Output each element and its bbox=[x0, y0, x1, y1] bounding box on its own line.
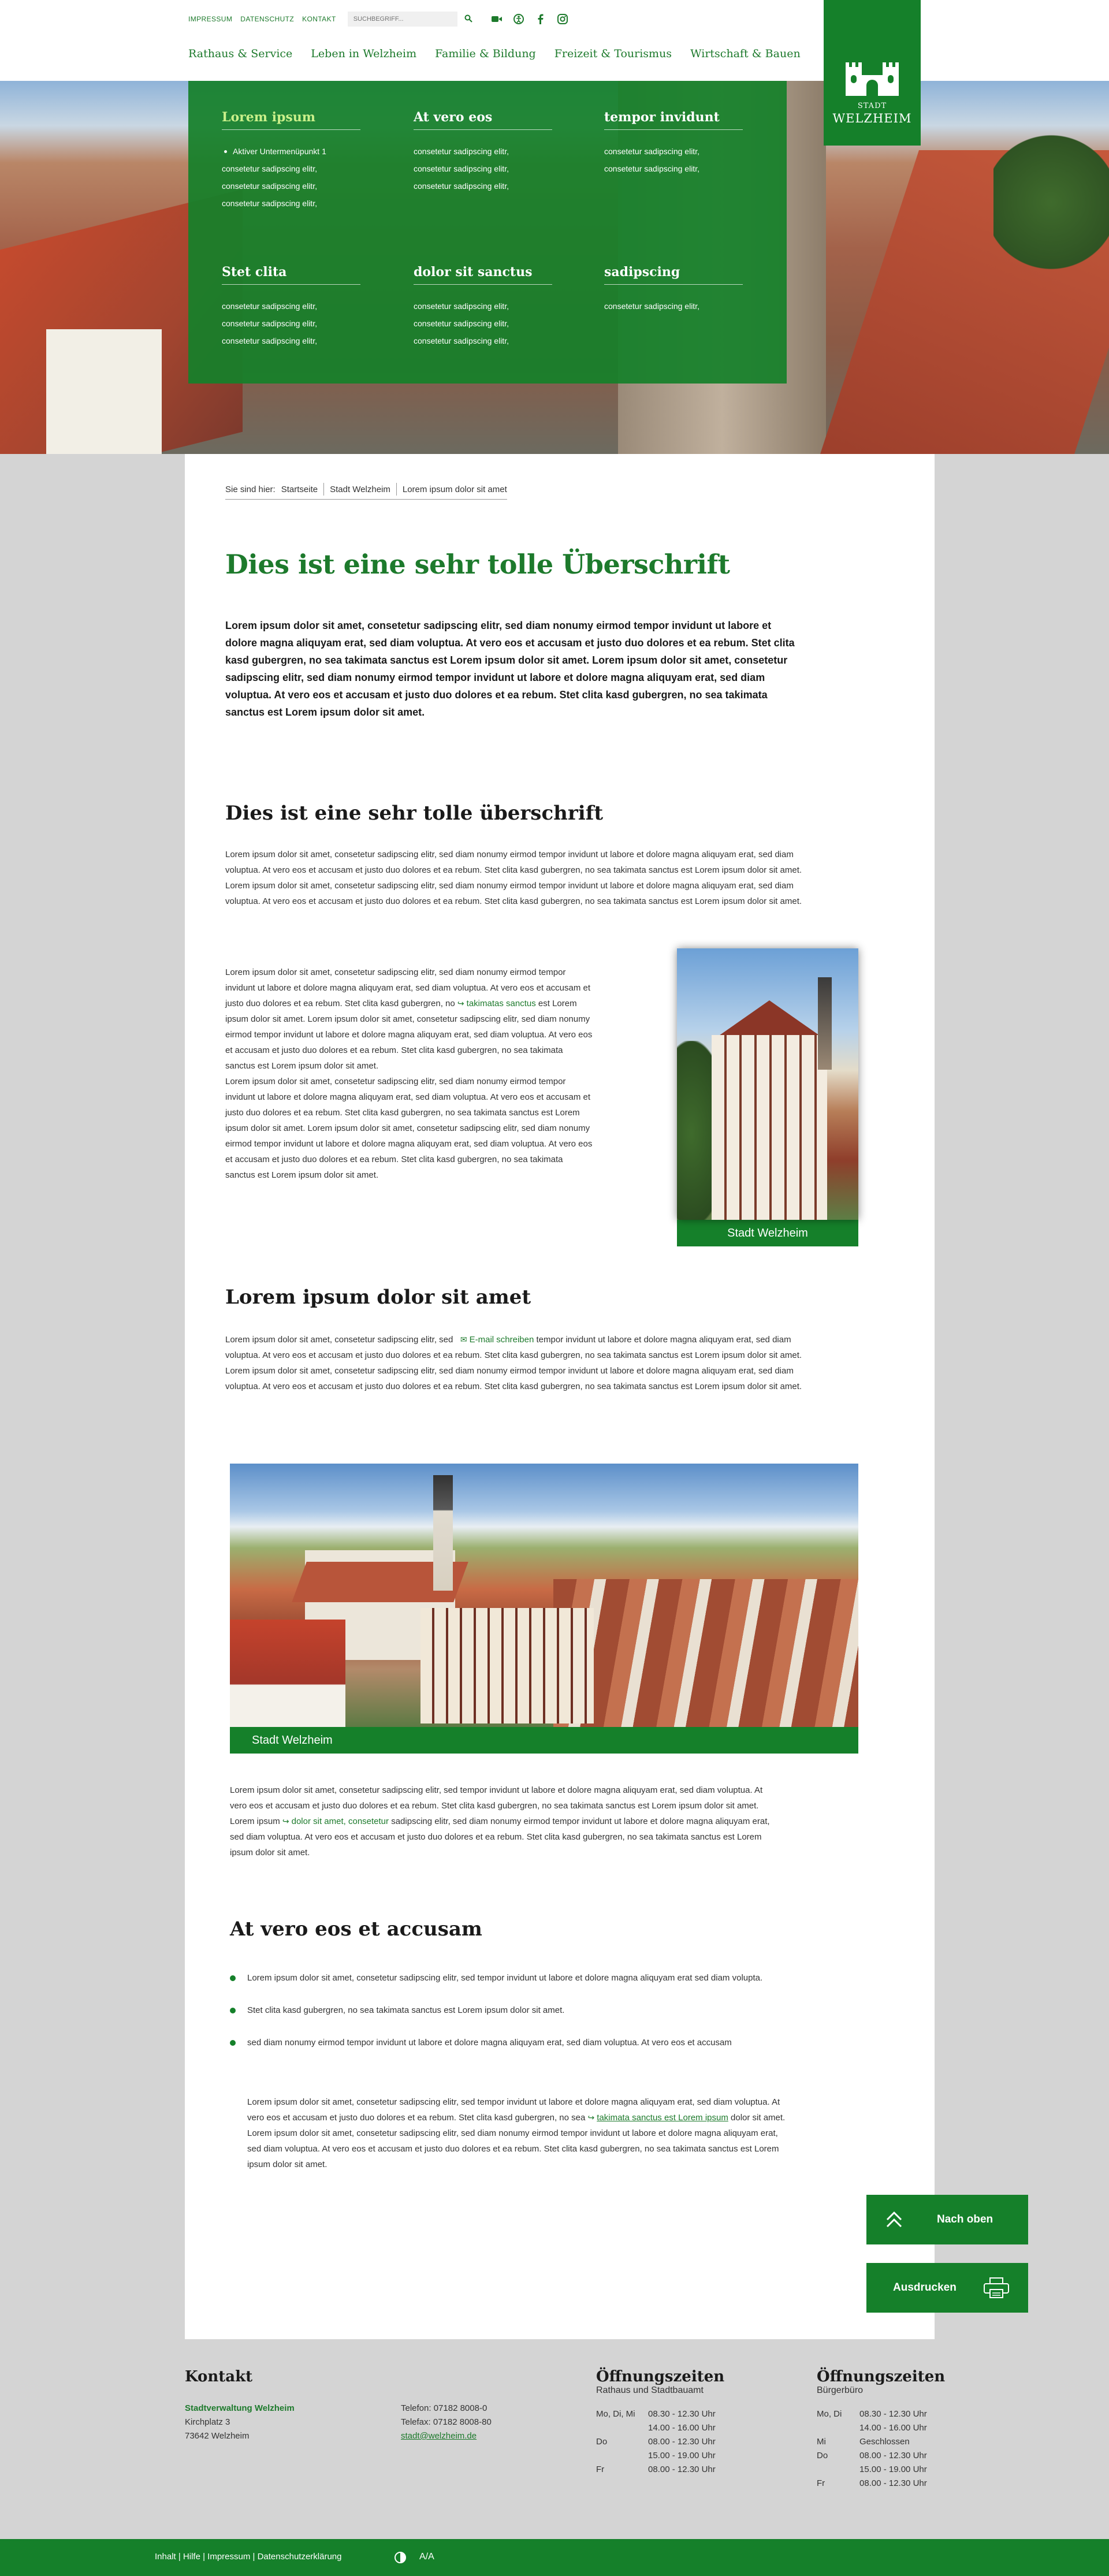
hours-row: Do 08.00 - 12.30 Uhr bbox=[596, 2437, 716, 2447]
mega-column-1 bbox=[222, 110, 360, 212]
main-navigation bbox=[188, 47, 801, 66]
mega-menu-item[interactable]: consetetur sadipscing elitr, bbox=[414, 181, 509, 191]
link-icon: ↪ bbox=[587, 2113, 595, 2122]
accessibility-icon[interactable] bbox=[513, 13, 524, 25]
hours-row: Mo, Di 08.30 - 12.30 Uhr bbox=[817, 2409, 927, 2419]
back-to-top-label: Nach oben bbox=[937, 2213, 993, 2225]
site-logo[interactable] bbox=[824, 0, 921, 146]
page-title: Dies ist eine sehr tolle Überschrift bbox=[225, 549, 730, 580]
bottom-bar bbox=[0, 2539, 1109, 2576]
mega-menu-item[interactable]: consetetur sadipscing elitr, bbox=[604, 301, 699, 311]
footer-org-name: Stadtverwaltung Welzheim bbox=[185, 2403, 295, 2413]
hours-row: 15.00 - 19.00 Uhr bbox=[648, 2451, 716, 2460]
section-1-paragraph: Lorem ipsum dolor sit amet, consetetur sadipscing elitr, sed diam nonumy eirmod tempor invidunt ut labore et dolore magna aliquyam erat, sed diam voluptua. At vero eos et accusam et justo duo dolores et ea rebum. Stet clita kasd gubergren, no sea takimata sanctus est Lorem ipsum dolor sit amet. Lorem ipsum dolor sit amet, consetetur sadipscing elitr, sed diam nonumy eirmod tempor invidunt ut labore et dolore magna aliquyam erat, sed diam voluptua. At vero eos et accusam et justo duo dolores et ea rebum. Stet clita kasd gubergren, no sea takimata sanctus est Lorem ipsum dolor sit amet. bbox=[225, 850, 802, 906]
footer-street: Kirchplatz 3 bbox=[185, 2417, 230, 2427]
mega-column-6 bbox=[604, 265, 743, 315]
mega-menu-item[interactable]: consetetur sadipscing elitr, bbox=[414, 319, 509, 328]
bullet-list bbox=[230, 1972, 807, 2049]
footer-hours-title-2: Öffnungszeiten bbox=[817, 2368, 946, 2385]
hours-row: 14.00 - 16.00 Uhr bbox=[859, 2423, 927, 2433]
town-panorama-photo[interactable] bbox=[230, 1464, 858, 1727]
mega-column-title[interactable]: tempor invidunt bbox=[604, 110, 743, 130]
mega-column-title[interactable]: sadipscing bbox=[604, 265, 743, 285]
section-1-side-text: Lorem ipsum dolor sit amet, consetetur sadipscing elitr, sed diam nonumy eirmod tempor invidunt ut labore et dolore magna aliquyam erat, sed diam voluptua. At vero eos et accusam et justo duo dolores et ea rebum. Stet clita kasd gubergren, no ↪ takimatas sanctus est Lorem ipsum dolor sit amet. Lorem ipsum dolor sit amet, consetetur sadipscing elitr, sed diam nonumy eirmod tempor invidunt ut labore et dolore magna aliquyam erat, sed diam voluptua. At vero eos et accusam et justo duo dolores et ea rebum. Stet clita kasd gubergren, no sea takimata sanctus est Lorem ipsum dolor sit amet. Lorem ipsum dolor sit amet, consetetur sadipscing elitr, sed diam nonumy eirmod tempor invidunt ut labore et dolore magna aliquyam erat, sed diam voluptua. At vero eos et accusam et justo duo dolores et ea rebum. Stet clita kasd gubergren, no sea takimata sanctus est Lorem ipsum dolor sit amet. Lorem ipsum dolor sit amet, consetetur sadipscing elitr, sed diam nonumy eirmod tempor invidunt ut labore et dolore magna aliquyam erat, sed diam voluptua. At vero eos et accusam et justo duo dolores et ea rebum. Stet clita kasd gubergren, no sea takimata sanctus est Lorem ipsum dolor sit amet. bbox=[225, 967, 593, 1180]
lead-paragraph: Lorem ipsum dolor sit amet, consetetur sadipscing elitr, sed diam nonumy eirmod tempor invidunt ut labore et dolore magna aliquyam erat, sed diam voluptua. At vero eos et accusam et justo duo dolores et ea rebum. Stet clita kasd gubergren, no sea takimata sanctus est Lorem ipsum dolor sit amet. Lorem ipsum dolor sit amet, consetetur sadipscing elitr, sed diam nonumy eirmod tempor invidunt ut labore et dolore magna aliquyam erat, sed diam voluptua. At vero eos et accusam et justo duo dolores et ea rebum. Stet clita kasd gubergren, no sea takimata sanctus est Lorem ipsum dolor sit amet. bbox=[225, 620, 795, 718]
nav-leben-in-welzheim[interactable]: Leben in Welzheim bbox=[311, 47, 417, 60]
mega-menu-item[interactable]: consetetur sadipscing elitr, bbox=[222, 336, 317, 345]
footer-hours-title-1: Öffnungszeiten bbox=[596, 2368, 725, 2385]
breadcrumb bbox=[225, 483, 507, 500]
footer-phone-block bbox=[401, 2402, 492, 2443]
bullet-icon bbox=[224, 150, 227, 153]
link-icon: ↪ bbox=[282, 1816, 289, 1826]
search-input[interactable] bbox=[353, 16, 440, 23]
mega-menu-item[interactable]: consetetur sadipscing elitr, bbox=[222, 199, 317, 208]
mega-menu-item[interactable]: consetetur sadipscing elitr, bbox=[604, 147, 699, 156]
utility-bar bbox=[188, 12, 568, 27]
list-item: sed diam nonumy eirmod tempor invidunt ut labore et dolore magna aliquyam erat, sed diam voluptua. At vero eos et accusam bbox=[230, 2037, 807, 2049]
side-image-figure bbox=[677, 948, 858, 1249]
section-heading-1: Dies ist eine sehr tolle überschrift bbox=[225, 802, 604, 825]
mega-column-2 bbox=[414, 110, 552, 195]
mega-menu-item-active[interactable]: Aktiver Untermenüpunkt 1 bbox=[222, 143, 360, 160]
logo-text-small: STADT bbox=[857, 102, 887, 110]
font-size-toggle[interactable]: A/A bbox=[419, 2552, 434, 2562]
footer-phone: Telefon: 07182 8008-0 bbox=[401, 2403, 487, 2413]
print-button[interactable] bbox=[866, 2263, 1028, 2313]
contrast-toggle-icon[interactable] bbox=[394, 2551, 407, 2564]
list-item: Lorem ipsum dolor sit amet, consetetur sadipscing elitr, sed tempor invidunt ut labore et dolore magna aliquyam erat sed diam volupta. bbox=[230, 1972, 807, 1985]
kontakt-link[interactable]: KONTAKT bbox=[302, 15, 336, 23]
section-3-paragraph: Lorem ipsum dolor sit amet, consetetur sadipscing elitr, sed tempor invidunt ut labore et dolore magna aliquyam erat, sed diam voluptua. At vero eos et accusam et justo duo dolores et ea rebum. Stet clita kasd gubergren, no sea ↪ takimata sanctus est Lorem ipsum dolor sit amet. Lorem ipsum dolor sit amet, consetetur sadipscing elitr, sed diam nonumy eirmod tempor invidunt ut labore et dolore magna aliquyam erat, sed diam voluptua. At vero eos et accusam et justo duo dolores et ea rebum. Stet clita kasd gubergren, no sea takimata sanctus est Lorem ipsum dolor sit amet. bbox=[247, 2097, 786, 2169]
section-2-paragraph-2: Lorem ipsum dolor sit amet, consetetur sadipscing elitr, sed tempor invidunt ut labore et dolore magna aliquyam erat, sed diam voluptua. At vero eos et accusam et justo duo dolores et ea rebum. Stet clita kasd gubergren, no sea takimata sanctus est Lorem ipsum dolor sit amet. Lorem ipsum ↪ dolor sit amet, consetetur sadipscing elitr, sed diam nonumy eirmod tempor invidunt ut labore et dolore magna aliquyam erat, sed diam voluptua. At vero eos et accusam et justo duo dolores et ea rebum. Stet clita kasd gubergren, no sea takimata sanctus est Lorem ipsum dolor sit amet. bbox=[230, 1785, 770, 1857]
mega-menu-item[interactable]: consetetur sadipscing elitr, bbox=[222, 301, 317, 311]
mega-menu-item[interactable]: consetetur sadipscing elitr, bbox=[414, 147, 509, 156]
mega-menu-item[interactable]: consetetur sadipscing elitr, bbox=[604, 164, 699, 173]
inline-link-takimata[interactable]: ↪ takimata sanctus est Lorem ipsum bbox=[588, 2113, 728, 2123]
social-links bbox=[491, 13, 568, 25]
double-chevron-up-icon bbox=[883, 2208, 906, 2231]
print-label: Ausdrucken bbox=[893, 2281, 957, 2294]
wide-image-figure bbox=[230, 1464, 858, 1752]
town-hall-photo[interactable] bbox=[677, 948, 858, 1220]
search-icon[interactable] bbox=[464, 14, 472, 23]
section-heading-3: At vero eos et accusam bbox=[230, 1918, 482, 1941]
image-caption: Stadt Welzheim bbox=[230, 1727, 858, 1754]
mail-icon: ✉ bbox=[460, 1335, 467, 1344]
mega-menu-item[interactable]: consetetur sadipscing elitr, bbox=[222, 181, 317, 191]
mega-column-4 bbox=[222, 265, 360, 349]
footer-hours-subtitle-2: Bürgerbüro bbox=[817, 2385, 864, 2395]
site-header bbox=[0, 0, 1109, 81]
search-box bbox=[348, 12, 457, 27]
bullet-icon bbox=[230, 1975, 236, 1981]
bullet-icon bbox=[230, 2040, 236, 2046]
mega-menu bbox=[188, 81, 787, 384]
instagram-icon[interactable] bbox=[557, 13, 568, 25]
opening-hours-rathaus bbox=[596, 2407, 716, 2477]
printer-icon bbox=[982, 2276, 1011, 2299]
hours-row: 15.00 - 19.00 Uhr bbox=[859, 2465, 927, 2474]
inline-link-takimatas[interactable]: ↪ takimatas sanctus bbox=[457, 999, 536, 1008]
breadcrumb-item-current[interactable]: Lorem ipsum dolor sit amet bbox=[402, 484, 507, 494]
hours-row: Mi Geschlossen bbox=[817, 2437, 910, 2447]
email-link[interactable]: ✉ E-mail schreiben bbox=[456, 1335, 534, 1345]
video-icon[interactable] bbox=[491, 13, 503, 25]
city-gate-logo-icon bbox=[844, 59, 900, 96]
logo-text-big: WELZHEIM bbox=[832, 111, 912, 125]
mega-column-title[interactable]: dolor sit sanctus bbox=[414, 265, 552, 285]
inline-link-dolor[interactable]: ↪ dolor sit amet, consetetur bbox=[282, 1816, 389, 1826]
nav-freizeit-tourismus[interactable]: Freizeit & Tourismus bbox=[554, 47, 672, 60]
link-icon: ↪ bbox=[457, 999, 464, 1008]
footer-fax: Telefax: 07182 8008-80 bbox=[401, 2417, 492, 2427]
mega-menu-item[interactable]: consetetur sadipscing elitr, bbox=[222, 319, 317, 328]
hours-row: Mo, Di, Mi 08.30 - 12.30 Uhr bbox=[596, 2409, 716, 2419]
impressum-link[interactable]: IMPRESSUM bbox=[188, 15, 233, 23]
footer-hours-subtitle-1: Rathaus und Stadtbauamt bbox=[596, 2385, 704, 2395]
image-caption: Stadt Welzheim bbox=[677, 1220, 858, 1246]
nav-wirtschaft-bauen[interactable]: Wirtschaft & Bauen bbox=[690, 47, 801, 60]
datenschutz-link[interactable]: DATENSCHUTZ bbox=[240, 15, 295, 23]
section-heading-2: Lorem ipsum dolor sit amet bbox=[225, 1286, 531, 1309]
mega-menu-item[interactable]: consetetur sadipscing elitr, bbox=[414, 301, 509, 311]
hours-row: Fr 08.00 - 12.30 Uhr bbox=[596, 2465, 716, 2474]
footer-bottom-links[interactable]: Inhalt | Hilfe | Impressum | Datenschutzerklärung bbox=[155, 2552, 342, 2562]
footer-address bbox=[185, 2402, 295, 2443]
mega-menu-item[interactable]: consetetur sadipscing elitr, bbox=[414, 164, 509, 173]
opening-hours-buergerbuero bbox=[817, 2407, 927, 2491]
nav-familie-bildung[interactable]: Familie & Bildung bbox=[435, 47, 536, 60]
list-item: Stet clita kasd gubergren, no sea takimata sanctus est Lorem ipsum dolor sit amet. bbox=[230, 2004, 807, 2017]
mega-column-title[interactable]: Stet clita bbox=[222, 265, 360, 285]
breadcrumb-item-startseite[interactable]: Startseite bbox=[281, 484, 318, 494]
footer-contact-title: Kontakt bbox=[185, 2368, 253, 2385]
mega-menu-item[interactable]: consetetur sadipscing elitr, bbox=[414, 336, 509, 345]
footer-city: 73642 Welzheim bbox=[185, 2431, 250, 2441]
hours-row: 14.00 - 16.00 Uhr bbox=[648, 2423, 716, 2433]
back-to-top-button[interactable] bbox=[866, 2195, 1028, 2244]
section-2-paragraph: Lorem ipsum dolor sit amet, consetetur sadipscing elitr, sed ✉ E-mail schreiben tempor invidunt ut labore et dolore magna aliquyam erat, sed diam voluptua. At vero eos et accusam et justo duo dolores et ea rebum. Stet clita kasd gubergren, no sea takimata sanctus est Lorem ipsum dolor sit amet. Lorem ipsum dolor sit amet, consetetur sadipscing elitr, sed diam nonumy eirmod tempor invidunt ut labore et dolore magna aliquyam erat, sed diam voluptua. At vero eos et accusam et justo duo dolores et ea rebum. Stet clita kasd gubergren, no sea takimata sanctus est Lorem ipsum dolor sit amet. bbox=[225, 1332, 803, 1394]
mega-column-5 bbox=[414, 265, 552, 349]
facebook-icon[interactable] bbox=[535, 13, 546, 25]
mega-column-3 bbox=[604, 110, 743, 177]
footer-email-link[interactable]: stadt@welzheim.de bbox=[401, 2431, 477, 2441]
bullet-icon bbox=[230, 2008, 236, 2013]
breadcrumb-label: Sie sind hier: bbox=[225, 484, 276, 494]
mega-menu-item[interactable]: consetetur sadipscing elitr, bbox=[222, 164, 317, 173]
mega-column-title[interactable]: At vero eos bbox=[414, 110, 552, 130]
hours-row: Fr 08.00 - 12.30 Uhr bbox=[817, 2478, 927, 2488]
hours-row: Do 08.00 - 12.30 Uhr bbox=[817, 2451, 927, 2460]
main-content bbox=[185, 454, 935, 2339]
mega-column-title[interactable]: Lorem ipsum bbox=[222, 110, 360, 130]
breadcrumb-item-stadt[interactable]: Stadt Welzheim bbox=[330, 484, 390, 494]
nav-rathaus-service[interactable]: Rathaus & Service bbox=[188, 47, 293, 60]
